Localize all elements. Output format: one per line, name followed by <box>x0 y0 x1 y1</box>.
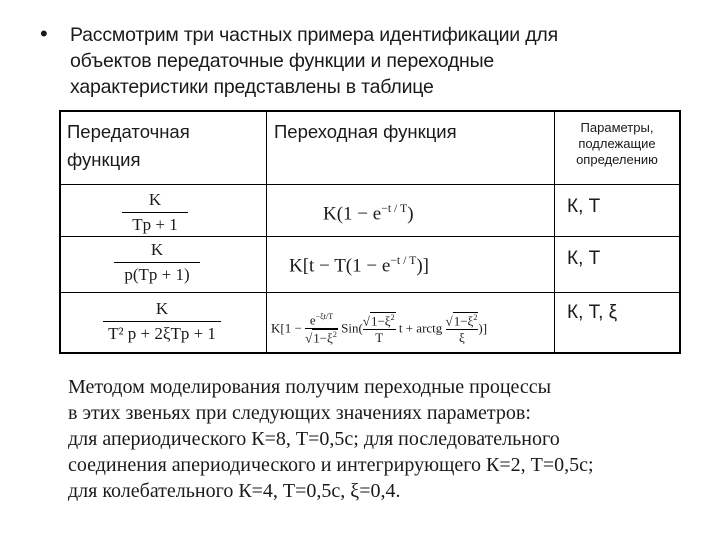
identification-table <box>59 110 681 354</box>
row-divider <box>61 236 679 237</box>
header-transfer-function: Передаточная функция <box>67 121 190 170</box>
header-parameters: Параметры, подлежащие определению <box>576 120 658 167</box>
step-response-1: $K(1 - e^{-t / T})$ <box>323 202 414 225</box>
parameters-3: К, Т, ξ <box>567 302 618 323</box>
conclusion-paragraph <box>68 374 708 504</box>
intro-line: объектов передаточные функции и переходные <box>70 50 495 72</box>
parameters-2: К, Т <box>567 248 601 269</box>
column-divider <box>554 112 555 352</box>
row-divider <box>61 292 679 293</box>
row-divider <box>61 184 679 185</box>
conclusion-line: соединения апериодического и интегрирующего К=2, Т=0,5с; <box>68 454 594 476</box>
column-divider <box>266 112 267 352</box>
transfer-function-1: K Tp + 1 <box>117 190 193 235</box>
conclusion-line: в этих звеньях при следующих значениях параметров: <box>68 402 531 424</box>
step-response-2: $K[t - T(1 - e^{-t / T})]$ <box>289 254 429 277</box>
transfer-function-2: K p(Tp + 1) <box>107 240 207 285</box>
header-step-response: Переходная функция <box>274 121 457 142</box>
intro-line: Рассмотрим три частных примера идентификации для <box>70 24 558 46</box>
intro-text <box>70 22 670 100</box>
bullet-marker: • <box>40 21 48 46</box>
conclusion-line: Методом моделирования получим переходные процессы <box>68 376 552 398</box>
step-response-3: K[1 − $\frac{e^{-\xi t/T}}{√1-\xi^2}$ Sin( $\frac{√1-\xi^2}{T}$ t + arctg $\frac{√1-\xi^2}{\xi}$ )] <box>271 312 488 346</box>
transfer-function-3: K T² p + 2ξTp + 1 <box>97 299 227 344</box>
conclusion-line: для колебательного К=4, Т=0,5с, ξ=0,4. <box>68 480 401 502</box>
parameters-1: К, Т <box>567 196 601 217</box>
intro-line: характеристики представлены в таблице <box>70 76 434 98</box>
conclusion-line: для апериодического К=8, Т=0,5с; для последовательного <box>68 428 560 450</box>
